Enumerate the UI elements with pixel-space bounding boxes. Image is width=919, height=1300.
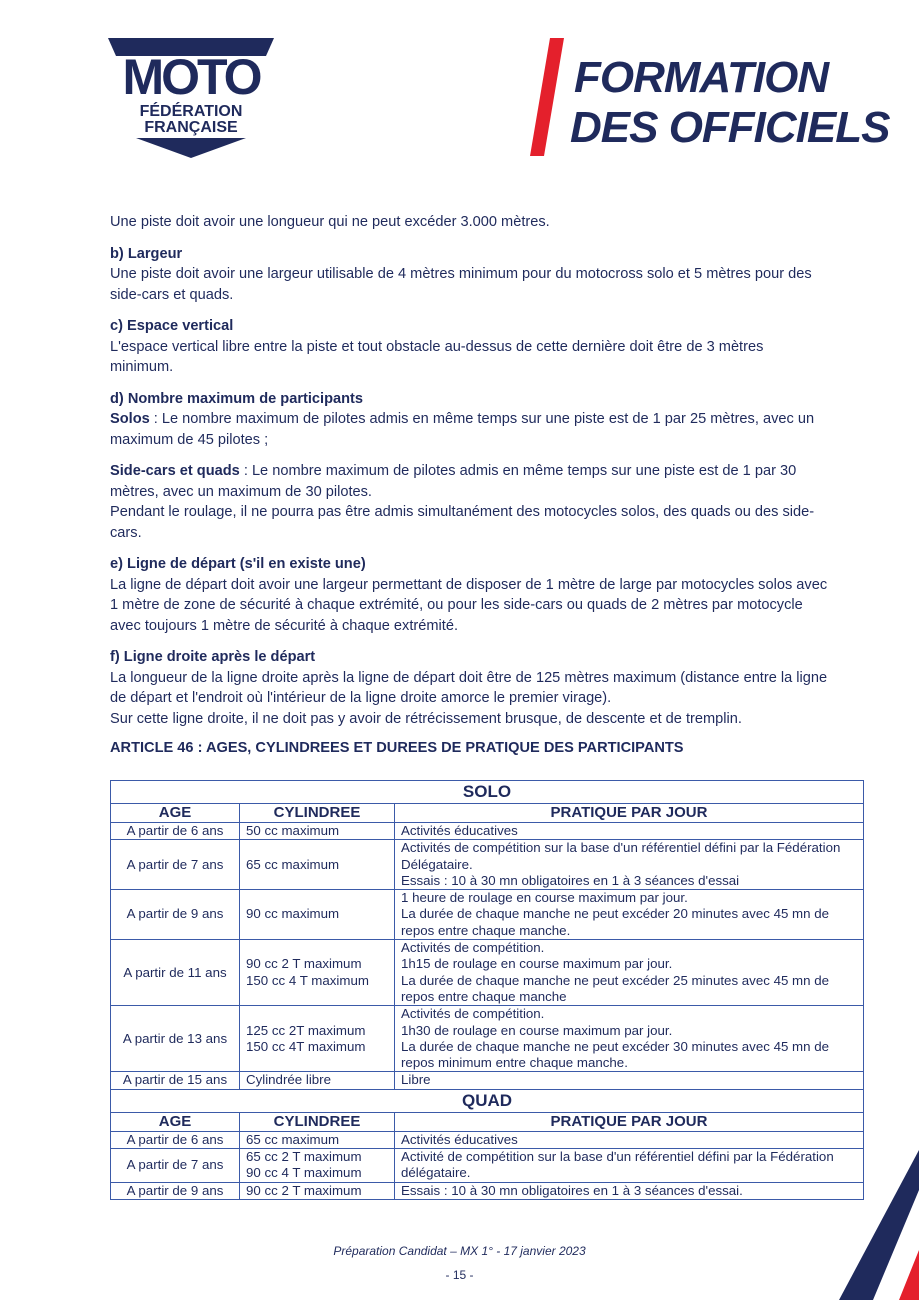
table-row — [111, 1131, 864, 1148]
cell-cyl: 65 cc maximum — [240, 1131, 395, 1148]
section-d-sidecars — [110, 461, 830, 502]
cell-line: La durée de chaque manche ne peut excéder 30 minutes avec 45 mn de repos minimum entre chaque manche. — [401, 1038, 830, 1071]
quad-title: QUAD — [111, 1089, 864, 1112]
cell-pratique — [395, 1006, 864, 1072]
cell-line: Activités de compétition. — [401, 940, 545, 956]
col-cylindree: CYLINDREE — [240, 804, 395, 823]
cell-pratique — [395, 890, 864, 940]
solos-text: : Le nombre maximum de pilotes admis en même temps sur une piste est de 1 par 25 mètres, avec un maximum de 45 pilotes ; — [110, 411, 815, 448]
cell-pratique: Activités éducatives — [395, 1131, 864, 1148]
article-title: ARTICLE 46 : AGES, CYLINDREES ET DUREES DE PRATIQUE DES PARTICIPANTS — [110, 740, 684, 756]
col-age: AGE — [111, 804, 240, 823]
solos-label: Solos — [110, 411, 150, 427]
section-d-solos — [110, 409, 830, 450]
cell-line: 1h30 de roulage en course maximum par jour. — [401, 1022, 673, 1038]
formation-logo — [528, 36, 890, 160]
ffm-logo — [106, 34, 276, 160]
cell-cyl: 90 cc maximum — [240, 890, 395, 940]
cell-age: A partir de 7 ans — [111, 1149, 240, 1183]
cell-line: Essais : 10 à 30 mn obligatoires en 1 à 3 séances d'essai — [401, 872, 740, 888]
corner-stripes-icon — [839, 1150, 919, 1300]
cell-pratique — [395, 840, 864, 890]
logo-moto-text: MOTO — [122, 49, 260, 105]
intro-text: Une piste doit avoir une longueur qui ne peut excéder 3.000 mètres. — [110, 214, 550, 230]
section-e-text: La ligne de départ doit avoir une largeur permettant de disposer de 1 mètre de large par motocycles solos avec 1 mètre de zone de sécurité à chaque extrémité, ou pour les side-cars ou quads de 2 mètres par motocycle avec toujours 1 mètre de sécurité à chaque extrémité. — [110, 576, 828, 634]
solo-title: SOLO — [111, 781, 864, 804]
formation-line1: FORMATION — [574, 53, 829, 102]
cell-age: A partir de 15 ans — [111, 1072, 240, 1089]
cell-pratique: Activité de compétition sur la base d'un référentiel défini par la Fédération délégataire. — [395, 1149, 864, 1183]
cell-line: 1h15 de roulage en course maximum par jour. — [401, 956, 673, 972]
col-cylindree: CYLINDREE — [240, 1112, 395, 1131]
table-row — [111, 840, 864, 890]
table-row — [111, 890, 864, 940]
cell-pratique: Activités éducatives — [395, 823, 864, 840]
cell-age: A partir de 7 ans — [111, 840, 240, 890]
page-number: - 15 - — [445, 1268, 474, 1282]
section-b-title: b) Largeur — [110, 245, 183, 262]
cell-line: 90 cc 4 T maximum — [246, 1165, 362, 1181]
cell-cyl — [240, 1006, 395, 1072]
cell-line: La durée de chaque manche ne peut excéder 25 minutes avec 45 mn de repos entre chaque manche — [401, 972, 830, 1004]
section-d-note: Pendant le roulage, il ne pourra pas être admis simultanément des motocycles solos, des quads ou des side-cars. — [110, 504, 815, 541]
col-age: AGE — [111, 1112, 240, 1131]
cell-age: A partir de 13 ans — [111, 1006, 240, 1072]
cell-pratique: Essais : 10 à 30 mn obligatoires en 1 à 3 séances d'essai. — [395, 1182, 864, 1199]
cell-age: A partir de 6 ans — [111, 1131, 240, 1148]
cell-line: 150 cc 4 T maximum — [246, 972, 369, 988]
cell-cyl — [240, 940, 395, 1006]
cell-line: 150 cc 4T maximum — [246, 1038, 366, 1054]
cell-cyl — [240, 1149, 395, 1183]
section-e-title: e) Ligne de départ (s'il en existe une) — [110, 556, 366, 572]
logo-line1: FÉDÉRATION — [139, 103, 243, 120]
cell-pratique — [395, 940, 864, 1006]
cell-line: Activités de compétition. — [401, 1006, 545, 1022]
col-pratique: PRATIQUE PAR JOUR — [395, 1112, 864, 1131]
cell-pratique: Libre — [395, 1072, 864, 1089]
table-row — [111, 823, 864, 840]
formation-line2: DES OFFICIELS — [570, 103, 890, 152]
cell-line: Activités de compétition sur la base d'un référentiel défini par la Fédération Délégataire. — [401, 840, 841, 872]
sidecars-text: : Le nombre maximum de pilotes admis en même temps sur une piste est de 1 par 30 mètres, avec un maximum de 30 pilotes. — [110, 463, 797, 500]
age-table — [110, 780, 864, 1200]
cell-age: A partir de 6 ans — [111, 823, 240, 840]
section-f-text1: La longueur de la ligne droite après la ligne de départ doit être de 125 mètres maximum (distance entre la ligne de départ et l'endroit où l'intérieur de la ligne droite amorce le premier virage). — [110, 669, 828, 706]
section-f-text2: Sur cette ligne droite, il ne doit pas y avoir de rétrécissement brusque, de descente et de tremplin. — [110, 710, 742, 727]
table-row — [111, 1072, 864, 1089]
section-f-title: f) Ligne droite après le départ — [110, 649, 316, 665]
cell-line: La durée de chaque manche ne peut excéder 20 minutes avec 45 mn de repos entre chaque manche. — [401, 906, 830, 938]
sidecars-label: Side-cars et quads — [110, 463, 240, 479]
red-slash-icon — [530, 38, 564, 156]
logo-line2: FRANÇAISE — [144, 119, 238, 136]
cell-age: A partir de 9 ans — [111, 1182, 240, 1199]
table-row — [111, 940, 864, 1006]
cell-cyl: 90 cc 2 T maximum — [240, 1182, 395, 1199]
table-row — [111, 1006, 864, 1072]
section-c-text: L'espace vertical libre entre la piste et tout obstacle au-dessus de cette dernière doit être de 3 mètres minimum. — [110, 338, 764, 375]
cell-line: 90 cc 2 T maximum — [246, 956, 362, 972]
cell-line: 65 cc 2 T maximum — [246, 1149, 362, 1165]
cell-age: A partir de 11 ans — [111, 940, 240, 1006]
section-c-title: c) Espace vertical — [110, 318, 234, 334]
cell-line: 125 cc 2T maximum — [246, 1022, 366, 1038]
footer-caption: Préparation Candidat – MX 1° - 17 janvier 2023 — [333, 1244, 586, 1258]
cell-cyl: 65 cc maximum — [240, 840, 395, 890]
table-row — [111, 1149, 864, 1183]
cell-age: A partir de 9 ans — [111, 890, 240, 940]
section-b-text: Une piste doit avoir une largeur utilisable de 4 mètres minimum pour du motocross solo et 5 mètres pour des side-cars et quads. — [110, 266, 812, 303]
cell-cyl: 50 cc maximum — [240, 823, 395, 840]
page-body — [110, 212, 830, 729]
section-d-title: d) Nombre maximum de participants — [110, 390, 364, 407]
table-row — [111, 1182, 864, 1199]
col-pratique: PRATIQUE PAR JOUR — [395, 804, 864, 823]
cell-cyl: Cylindrée libre — [240, 1072, 395, 1089]
cell-line: 1 heure de roulage en course maximum par jour. — [401, 890, 688, 906]
